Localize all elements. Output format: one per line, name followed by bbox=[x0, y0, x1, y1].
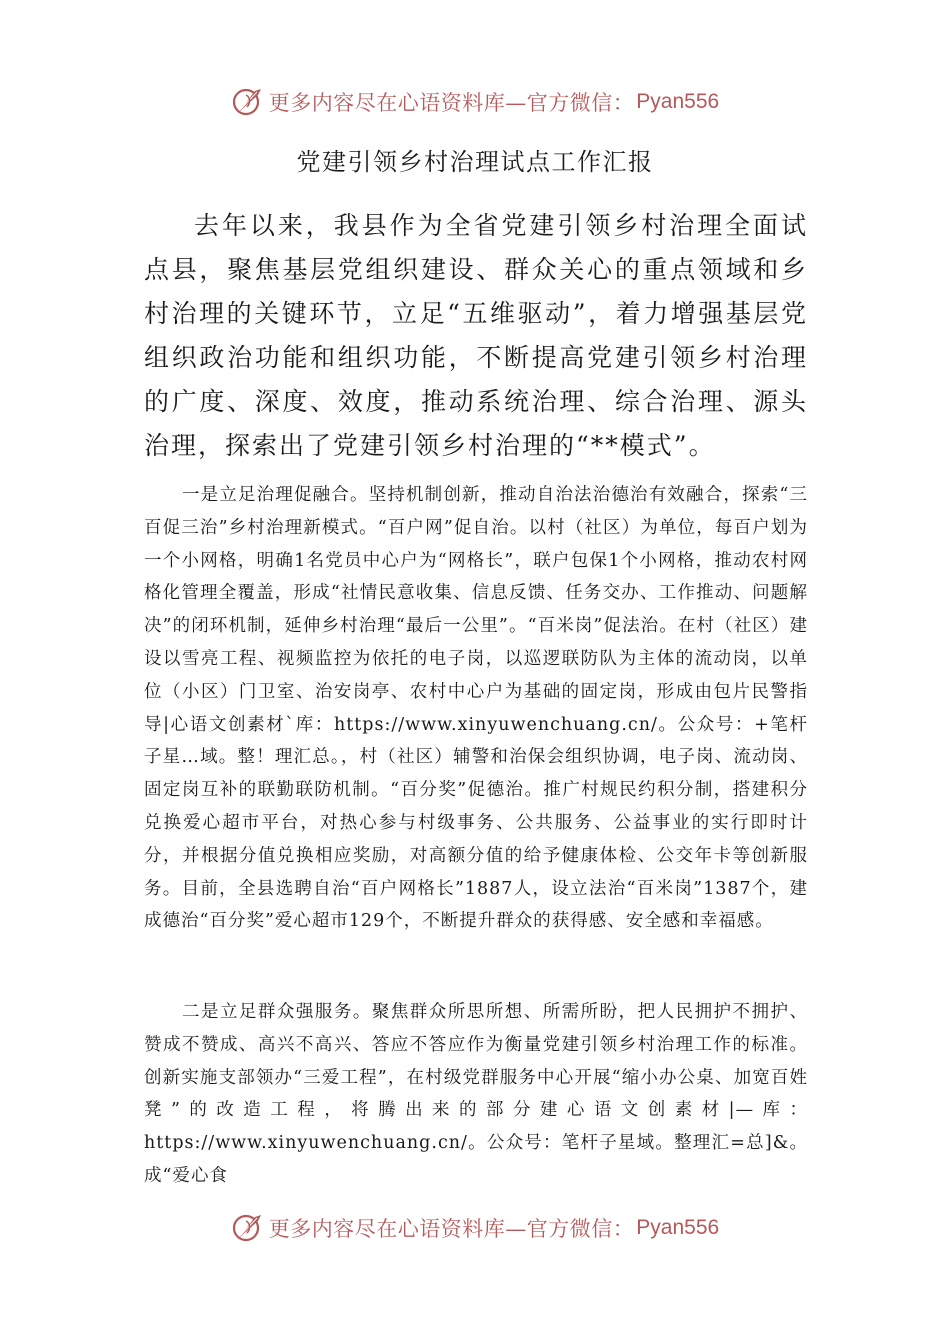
header-watermark bbox=[0, 82, 950, 122]
watermark-text: 更多内容尽在心语资料库—官方微信： bbox=[268, 1217, 635, 1241]
intro-paragraph: 去年以来，我县作为全省党建引领乡村治理全面试点县，聚焦基层党组织建设、群众关心的重点领域和乡村治理的关键环节，立足“五维驱动”，着力增强基层党组织政治功能和组织功能，不断提高党建引领乡村治理的广度、深度、效度，推动系统治理、综合治理、源头治理，探索出了党建引领乡村治理的“**模式”。 bbox=[144, 211, 808, 460]
watermark-handle: Pyan556 bbox=[636, 1216, 720, 1239]
document-title: 党建引领乡村治理试点工作汇报 bbox=[296, 148, 654, 176]
quill-pen-circle-icon bbox=[231, 85, 265, 119]
footer-watermark bbox=[0, 1208, 950, 1248]
watermark-handle: Pyan556 bbox=[636, 90, 720, 113]
watermark-text: 更多内容尽在心语资料库—官方微信： bbox=[268, 91, 635, 115]
body-paragraph-1: 一是立足治理促融合。坚持机制创新，推动自治法治德治有效融合，探索“三百促三治”乡村治理新模式。“百户网”促自治。以村（社区）为单位，每百户划为一个小网格，明确1名党员中心户为“网格长”，联户包保1个小网格，推动农村网格化管理全覆盖，形成“社情民意收集、信息反馈、任务交办、工作推动、问题解决”的闭环机制，延伸乡村治理“最后一公里”。“百米岗”促法治。在村（社区）建设以雪亮工程、视频监控为依托的电子岗，以巡逻联防队为主体的流动岗，以单位（小区）门卫室、治安岗亭、农村中心户为基础的固定岗，形成由包片民警指导|心语文创素材`库：https://www.xinyuwenchuang.cn/。公众号：+笔杆子星…域。整！理汇总。，村（社区）辅警和治保会组织协调，电子岗、流动岗、固定岗互补的联勤联防机制。“百分奖”促德治。推广村规民约积分制，搭建积分兑换爱心超市平台，对热心参与村级事务、公共服务、公益事业的实行即时计分，并根据分值兑换相应奖励，对高额分值的给予健康体检、公交年卡等创新服务。目前，全县选聘自治“百户网格长”1887人，设立法治“百米岗”1387个，建成德治“百分奖”爱心超市129个，不断提升群众的获得感、安全感和幸福感。 bbox=[144, 485, 808, 932]
quill-pen-circle-icon bbox=[231, 1211, 265, 1245]
body-paragraph-2: 二是立足群众强服务。聚焦群众所思所想、所需所盼，把人民拥护不拥护、赞成不赞成、高兴不高兴、答应不答应作为衡量党建引领乡村治理工作的标准。创新实施支部领办“三爱工程”，在村级党群服务中心开展“缩小办公桌、加宽百姓凳”的改造工程，将腾出来的部分建心语文创素材|—库：https://www.xinyuwenchuang.cn/。公众号：笔杆子星域。整理汇=总]&。成“爱心食 bbox=[144, 1002, 808, 1186]
